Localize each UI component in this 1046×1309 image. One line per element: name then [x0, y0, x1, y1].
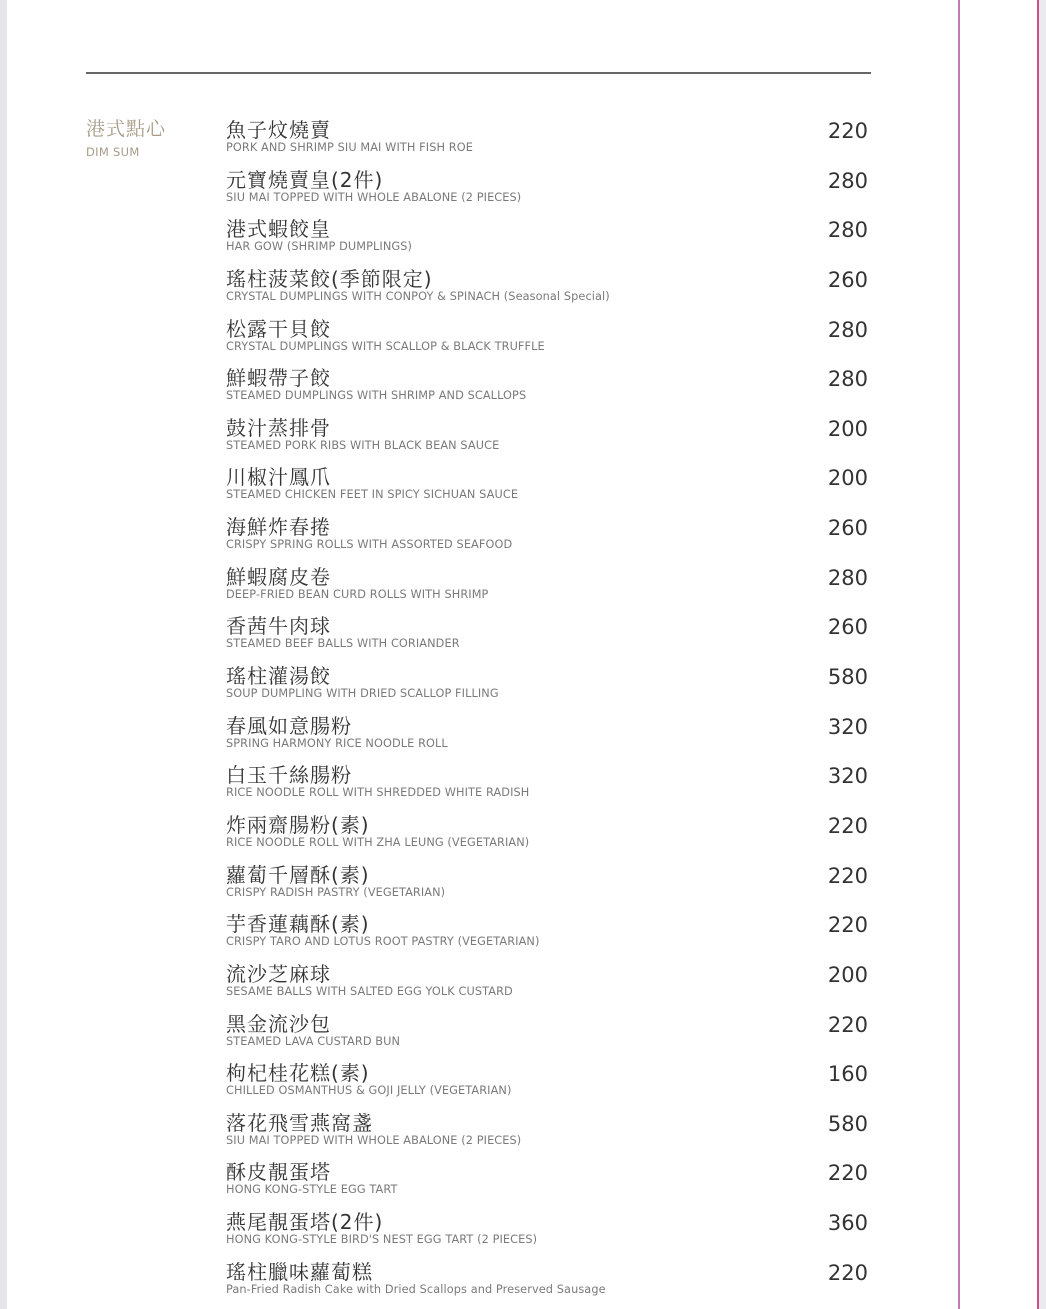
item-name-zh: 鮮蝦腐皮卷	[226, 564, 331, 589]
menu-item	[226, 415, 871, 465]
item-name-en: CRYSTAL DUMPLINGS WITH SCALLOP & BLACK TRUFFLE	[226, 339, 545, 353]
menu-item	[226, 1011, 871, 1061]
item-name-en: SPRING HARMONY RICE NOODLE ROLL	[226, 736, 448, 750]
item-name-zh: 炸兩齋腸粉(素)	[226, 812, 370, 837]
item-price: 320	[827, 764, 868, 789]
item-price: 280	[827, 367, 868, 392]
item-name-en: HONG KONG-STYLE BIRD'S NEST EGG TART (2 PIECES)	[226, 1233, 538, 1247]
item-name-en: CRISPY RADISH PASTRY (VEGETARIAN)	[226, 885, 446, 899]
item-name-zh: 元寶燒賣皇(2件)	[226, 167, 384, 192]
item-price: 280	[827, 565, 868, 590]
menu-item	[226, 316, 871, 366]
menu-item	[226, 1159, 871, 1209]
item-price: 220	[827, 813, 868, 838]
page-right-margin	[1039, 0, 1046, 1309]
item-name-en: HAR GOW (SHRIMP DUMPLINGS)	[226, 240, 413, 254]
page-left-margin	[0, 0, 7, 1309]
item-name-en: CRISPY TARO AND LOTUS ROOT PASTRY (VEGETARIAN)	[226, 935, 540, 949]
page-border-line	[958, 0, 960, 1309]
menu-item	[226, 713, 871, 763]
item-name-en: STEAMED PORK RIBS WITH BLACK BEAN SAUCE	[226, 438, 500, 452]
item-name-en: PORK AND SHRIMP SIU MAI WITH FISH ROE	[226, 141, 473, 154]
item-name-zh: 黑金流沙包	[226, 1011, 331, 1036]
menu-item	[226, 613, 871, 663]
header-divider	[86, 72, 871, 74]
menu-item	[226, 514, 871, 564]
item-name-zh: 魚子炆燒賣	[226, 118, 331, 142]
item-name-en: DEEP-FRIED BEAN CURD ROLLS WITH SHRIMP	[226, 587, 489, 601]
item-name-en: SOUP DUMPLING WITH DRIED SCALLOP FILLING	[226, 687, 499, 701]
item-name-zh: 落花飛雪燕窩盞	[226, 1110, 373, 1135]
menu-item	[226, 911, 871, 961]
item-price: 320	[827, 714, 868, 739]
item-name-zh: 枸杞桂花糕(素)	[226, 1061, 370, 1086]
item-price: 280	[827, 218, 868, 243]
item-name-zh: 酥皮靚蛋塔	[226, 1160, 331, 1185]
item-name-en: HONG KONG-STYLE EGG TART	[226, 1183, 398, 1197]
item-name-zh: 川椒汁鳳爪	[226, 465, 331, 490]
item-price: 220	[827, 1260, 868, 1285]
menu-item	[226, 961, 871, 1011]
item-name-en: STEAMED BEEF BALLS WITH CORIANDER	[226, 637, 460, 651]
menu-item	[226, 117, 871, 167]
item-name-en: CHILLED OSMANTHUS & GOJI JELLY (VEGETARIAN)	[226, 1084, 512, 1098]
item-name-zh: 流沙芝麻球	[226, 961, 331, 986]
menu-item	[226, 1209, 871, 1259]
menu-item	[226, 762, 871, 812]
menu-item	[226, 1060, 871, 1110]
menu-item	[226, 862, 871, 912]
item-name-en: SIU MAI TOPPED WITH WHOLE ABALONE (2 PIECES)	[226, 1133, 522, 1147]
item-name-en: STEAMED DUMPLINGS WITH SHRIMP AND SCALLOPS	[226, 389, 527, 403]
item-name-en: CRYSTAL DUMPLINGS WITH CONPOY & SPINACH (Seasonal Special)	[226, 289, 610, 303]
item-price: 260	[827, 267, 868, 292]
item-price: 220	[827, 913, 868, 938]
item-name-zh: 蘿蔔千層酥(素)	[226, 862, 370, 887]
menu-item	[226, 812, 871, 862]
item-name-zh: 鼓汁蒸排骨	[226, 415, 331, 440]
menu-list	[226, 117, 871, 1308]
menu-item	[226, 365, 871, 415]
menu-item	[226, 216, 871, 266]
section-title-zh: 港式點心	[86, 118, 167, 140]
item-name-zh: 春風如意腸粉	[226, 713, 352, 738]
item-name-en: CRISPY SPRING ROLLS WITH ASSORTED SEAFOOD	[226, 538, 513, 552]
item-price: 220	[827, 1161, 868, 1186]
item-price: 260	[827, 516, 868, 541]
item-name-zh: 港式蝦餃皇	[226, 217, 331, 242]
section-title-en: DIM SUM	[86, 145, 140, 159]
item-name-en: SIU MAI TOPPED WITH WHOLE ABALONE (2 PIECES)	[226, 190, 522, 204]
menu-item	[226, 663, 871, 713]
item-price: 220	[827, 119, 868, 143]
section-heading	[86, 117, 166, 159]
item-name-zh: 松露干貝餃	[226, 316, 331, 341]
item-price: 580	[827, 1111, 868, 1136]
item-price: 160	[827, 1062, 868, 1087]
item-name-en: STEAMED LAVA CUSTARD BUN	[226, 1034, 401, 1048]
item-price: 580	[827, 665, 868, 690]
menu-item	[226, 1259, 871, 1309]
menu-item	[226, 167, 871, 217]
item-name-zh: 芋香蓮藕酥(素)	[226, 912, 370, 937]
item-name-en: Pan-Fried Radish Cake with Dried Scallops and Preserved Sausage	[226, 1282, 606, 1296]
item-name-zh: 香茜牛肉球	[226, 614, 331, 639]
item-price: 200	[827, 416, 868, 441]
item-price: 220	[827, 863, 868, 888]
menu-item	[226, 266, 871, 316]
item-name-zh: 瑤柱臘味蘿蔔糕	[226, 1259, 373, 1284]
item-name-zh: 海鮮炸春捲	[226, 515, 331, 540]
item-price: 200	[827, 962, 868, 987]
item-price: 220	[827, 1012, 868, 1037]
item-name-zh: 瑤柱菠菜餃(季節限定)	[226, 266, 433, 291]
item-price: 260	[827, 615, 868, 640]
menu-item	[226, 464, 871, 514]
item-name-zh: 白玉千絲腸粉	[226, 763, 352, 788]
menu-item	[226, 564, 871, 614]
item-name-zh: 瑤柱灌湯餃	[226, 664, 331, 689]
item-price: 280	[827, 168, 868, 193]
item-price: 200	[827, 466, 868, 491]
item-price: 280	[827, 317, 868, 342]
menu-item	[226, 1110, 871, 1160]
item-name-en: SESAME BALLS WITH SALTED EGG YOLK CUSTARD	[226, 984, 513, 998]
item-name-en: RICE NOODLE ROLL WITH ZHA LEUNG (VEGETARIAN)	[226, 835, 530, 849]
item-name-zh: 鮮蝦帶子餃	[226, 366, 331, 391]
item-price: 360	[827, 1211, 868, 1236]
item-name-en: RICE NOODLE ROLL WITH SHREDDED WHITE RADISH	[226, 786, 530, 800]
item-name-en: STEAMED CHICKEN FEET IN SPICY SICHUAN SAUCE	[226, 488, 519, 502]
item-name-zh: 燕尾靚蛋塔(2件)	[226, 1210, 384, 1235]
